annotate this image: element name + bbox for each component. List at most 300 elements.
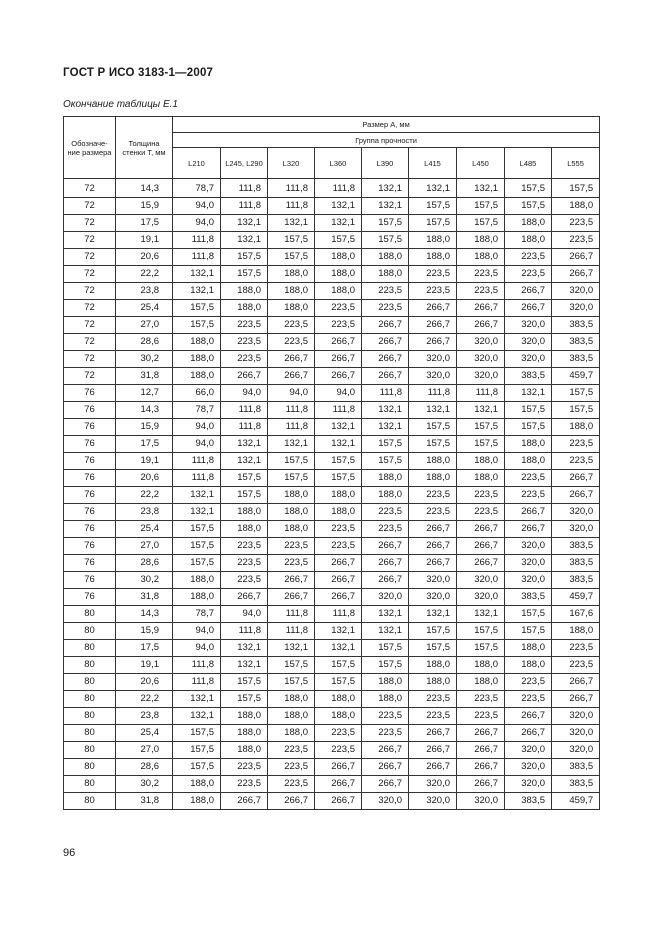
value-cell: 188,0 [268, 300, 315, 317]
value-cell: 223,5 [268, 538, 315, 555]
value-cell: 132,1 [315, 623, 362, 640]
value-cell: 157,5 [268, 453, 315, 470]
value-cell: 78,7 [173, 179, 221, 198]
value-cell: 157,5 [173, 300, 221, 317]
grade-header: L360 [315, 148, 362, 179]
value-cell: 266,7 [362, 742, 409, 759]
value-cell: 266,7 [362, 759, 409, 776]
value-cell: 157,5 [409, 215, 457, 232]
value-cell: 132,1 [221, 657, 268, 674]
value-cell: 111,8 [268, 419, 315, 436]
value-cell: 223,5 [315, 300, 362, 317]
value-cell: 188,0 [409, 470, 457, 487]
value-cell: 320,0 [552, 742, 600, 759]
grade-header: L415 [409, 148, 457, 179]
value-cell: 111,8 [268, 198, 315, 215]
value-cell: 459,7 [552, 368, 600, 385]
size-cell: 76 [64, 504, 116, 521]
table-row [64, 759, 600, 776]
table-row [64, 657, 600, 674]
value-cell: 132,1 [315, 419, 362, 436]
value-cell: 94,0 [221, 606, 268, 623]
value-cell: 157,5 [173, 742, 221, 759]
size-cell: 72 [64, 317, 116, 334]
thickness-cell: 15,9 [116, 419, 173, 436]
size-cell: 76 [64, 487, 116, 504]
value-cell: 157,5 [457, 436, 505, 453]
value-cell: 223,5 [315, 317, 362, 334]
value-cell: 132,1 [457, 606, 505, 623]
value-cell: 383,5 [552, 317, 600, 334]
table-row [64, 793, 600, 810]
value-cell: 223,5 [221, 317, 268, 334]
size-cell: 72 [64, 232, 116, 249]
value-cell: 157,5 [173, 521, 221, 538]
value-cell: 266,7 [315, 793, 362, 810]
size-cell: 72 [64, 351, 116, 368]
value-cell: 188,0 [315, 504, 362, 521]
thickness-cell: 15,9 [116, 198, 173, 215]
value-cell: 266,7 [457, 300, 505, 317]
dimension-table [63, 116, 600, 810]
value-cell: 132,1 [362, 179, 409, 198]
size-cell: 80 [64, 674, 116, 691]
value-cell: 188,0 [173, 368, 221, 385]
value-cell: 188,0 [457, 232, 505, 249]
table-row [64, 249, 600, 266]
value-cell: 132,1 [315, 436, 362, 453]
value-cell: 111,8 [221, 198, 268, 215]
table-row [64, 334, 600, 351]
value-cell: 223,5 [552, 657, 600, 674]
value-cell: 223,5 [505, 266, 552, 283]
value-cell: 188,0 [221, 521, 268, 538]
value-cell: 188,0 [409, 453, 457, 470]
value-cell: 157,5 [457, 640, 505, 657]
value-cell: 157,5 [552, 385, 600, 402]
size-cell: 80 [64, 691, 116, 708]
value-cell: 266,7 [362, 334, 409, 351]
thickness-cell: 25,4 [116, 725, 173, 742]
value-cell: 188,0 [315, 249, 362, 266]
table-row [64, 453, 600, 470]
value-cell: 188,0 [268, 487, 315, 504]
table-row [64, 266, 600, 283]
table-row [64, 232, 600, 249]
value-cell: 320,0 [552, 708, 600, 725]
value-cell: 223,5 [362, 521, 409, 538]
thickness-cell: 14,3 [116, 179, 173, 198]
table-row [64, 283, 600, 300]
value-cell: 94,0 [173, 198, 221, 215]
value-cell: 111,8 [173, 232, 221, 249]
value-cell: 266,7 [457, 538, 505, 555]
value-cell: 188,0 [315, 691, 362, 708]
thickness-cell: 28,6 [116, 759, 173, 776]
thickness-cell: 22,2 [116, 691, 173, 708]
value-cell: 66,0 [173, 385, 221, 402]
value-cell: 223,5 [457, 266, 505, 283]
thickness-cell: 30,2 [116, 776, 173, 793]
value-cell: 111,8 [315, 606, 362, 623]
value-cell: 266,7 [457, 555, 505, 572]
value-cell: 188,0 [268, 504, 315, 521]
value-cell: 132,1 [173, 708, 221, 725]
size-cell: 80 [64, 793, 116, 810]
value-cell: 266,7 [315, 555, 362, 572]
value-cell: 188,0 [362, 249, 409, 266]
value-cell: 320,0 [505, 317, 552, 334]
value-cell: 266,7 [268, 368, 315, 385]
value-cell: 223,5 [268, 742, 315, 759]
value-cell: 383,5 [505, 793, 552, 810]
thickness-cell: 23,8 [116, 504, 173, 521]
size-cell: 80 [64, 725, 116, 742]
value-cell: 132,1 [315, 640, 362, 657]
value-cell: 266,7 [409, 300, 457, 317]
value-cell: 188,0 [552, 623, 600, 640]
size-cell: 76 [64, 521, 116, 538]
value-cell: 157,5 [505, 179, 552, 198]
value-cell: 266,7 [552, 691, 600, 708]
value-cell: 223,5 [268, 317, 315, 334]
value-cell: 188,0 [268, 283, 315, 300]
value-cell: 320,0 [457, 793, 505, 810]
table-row [64, 179, 600, 198]
value-cell: 320,0 [409, 776, 457, 793]
table-row [64, 623, 600, 640]
value-cell: 266,7 [362, 776, 409, 793]
value-cell: 111,8 [173, 470, 221, 487]
value-cell: 320,0 [505, 555, 552, 572]
value-cell: 266,7 [221, 793, 268, 810]
value-cell: 157,5 [409, 640, 457, 657]
value-cell: 266,7 [362, 351, 409, 368]
value-cell: 157,5 [268, 657, 315, 674]
value-cell: 111,8 [268, 179, 315, 198]
value-cell: 188,0 [221, 300, 268, 317]
value-cell: 223,5 [505, 674, 552, 691]
value-cell: 223,5 [505, 470, 552, 487]
value-cell: 223,5 [268, 334, 315, 351]
thickness-cell: 31,8 [116, 589, 173, 606]
value-cell: 320,0 [409, 572, 457, 589]
value-cell: 383,5 [552, 776, 600, 793]
value-cell: 157,5 [268, 232, 315, 249]
value-cell: 188,0 [173, 572, 221, 589]
value-cell: 157,5 [315, 674, 362, 691]
value-cell: 157,5 [362, 436, 409, 453]
value-cell: 157,5 [457, 215, 505, 232]
value-cell: 320,0 [552, 300, 600, 317]
value-cell: 157,5 [362, 657, 409, 674]
thickness-cell: 31,8 [116, 793, 173, 810]
value-cell: 320,0 [505, 776, 552, 793]
value-cell: 132,1 [221, 215, 268, 232]
value-cell: 223,5 [221, 334, 268, 351]
value-cell: 266,7 [409, 317, 457, 334]
value-cell: 188,0 [457, 657, 505, 674]
table-row [64, 487, 600, 504]
value-cell: 223,5 [221, 351, 268, 368]
size-cell: 72 [64, 283, 116, 300]
value-cell: 157,5 [505, 402, 552, 419]
value-cell: 111,8 [173, 453, 221, 470]
value-cell: 188,0 [268, 691, 315, 708]
value-cell: 223,5 [457, 691, 505, 708]
value-cell: 266,7 [409, 538, 457, 555]
value-cell: 157,5 [505, 198, 552, 215]
value-cell: 223,5 [409, 708, 457, 725]
value-cell: 157,5 [268, 249, 315, 266]
value-cell: 78,7 [173, 606, 221, 623]
value-cell: 157,5 [268, 674, 315, 691]
table-row [64, 708, 600, 725]
value-cell: 111,8 [221, 402, 268, 419]
page-number: 96 [63, 847, 76, 859]
value-cell: 223,5 [315, 725, 362, 742]
value-cell: 320,0 [505, 351, 552, 368]
value-cell: 223,5 [221, 572, 268, 589]
table-row [64, 572, 600, 589]
size-cell: 76 [64, 453, 116, 470]
value-cell: 223,5 [362, 283, 409, 300]
value-cell: 459,7 [552, 793, 600, 810]
value-cell: 188,0 [221, 504, 268, 521]
value-cell: 223,5 [505, 249, 552, 266]
value-cell: 132,1 [362, 198, 409, 215]
value-cell: 111,8 [362, 385, 409, 402]
value-cell: 188,0 [505, 215, 552, 232]
value-cell: 157,5 [221, 674, 268, 691]
value-cell: 157,5 [315, 453, 362, 470]
value-cell: 111,8 [221, 179, 268, 198]
value-cell: 132,1 [315, 215, 362, 232]
value-cell: 266,7 [315, 776, 362, 793]
thickness-cell: 22,2 [116, 487, 173, 504]
value-cell: 320,0 [457, 351, 505, 368]
grade-header: L450 [457, 148, 505, 179]
value-cell: 223,5 [315, 521, 362, 538]
table-row [64, 521, 600, 538]
value-cell: 320,0 [362, 793, 409, 810]
value-cell: 188,0 [221, 283, 268, 300]
size-cell: 80 [64, 776, 116, 793]
size-cell: 72 [64, 249, 116, 266]
value-cell: 383,5 [552, 572, 600, 589]
value-cell: 266,7 [362, 368, 409, 385]
header-wall-thickness: Толщина стенки T, мм [116, 117, 173, 179]
size-cell: 76 [64, 555, 116, 572]
value-cell: 132,1 [457, 402, 505, 419]
value-cell: 223,5 [315, 742, 362, 759]
value-cell: 157,5 [221, 266, 268, 283]
value-cell: 188,0 [362, 470, 409, 487]
value-cell: 266,7 [221, 368, 268, 385]
grade-header: L245, L290 [221, 148, 268, 179]
thickness-cell: 23,8 [116, 283, 173, 300]
size-cell: 76 [64, 385, 116, 402]
value-cell: 188,0 [409, 232, 457, 249]
value-cell: 266,7 [362, 555, 409, 572]
value-cell: 188,0 [315, 266, 362, 283]
value-cell: 132,1 [268, 436, 315, 453]
value-cell: 157,5 [221, 249, 268, 266]
value-cell: 111,8 [221, 419, 268, 436]
size-cell: 72 [64, 215, 116, 232]
value-cell: 223,5 [362, 300, 409, 317]
value-cell: 157,5 [409, 436, 457, 453]
size-cell: 72 [64, 179, 116, 198]
value-cell: 266,7 [505, 708, 552, 725]
thickness-cell: 28,6 [116, 555, 173, 572]
document-title: ГОСТ Р ИСО 3183-1—2007 [63, 67, 214, 79]
value-cell: 188,0 [315, 283, 362, 300]
value-cell: 266,7 [505, 300, 552, 317]
value-cell: 157,5 [173, 555, 221, 572]
value-cell: 188,0 [315, 487, 362, 504]
size-cell: 80 [64, 657, 116, 674]
value-cell: 223,5 [362, 725, 409, 742]
value-cell: 223,5 [221, 555, 268, 572]
table-row [64, 742, 600, 759]
table-caption: Окончание таблицы Е.1 [63, 99, 178, 110]
table-row [64, 725, 600, 742]
value-cell: 157,5 [362, 640, 409, 657]
grade-header: L555 [552, 148, 600, 179]
value-cell: 266,7 [268, 589, 315, 606]
value-cell: 188,0 [315, 708, 362, 725]
value-cell: 223,5 [457, 487, 505, 504]
value-cell: 188,0 [457, 453, 505, 470]
value-cell: 266,7 [552, 470, 600, 487]
value-cell: 111,8 [268, 402, 315, 419]
value-cell: 157,5 [552, 402, 600, 419]
value-cell: 157,5 [315, 657, 362, 674]
value-cell: 223,5 [409, 691, 457, 708]
thickness-cell: 20,6 [116, 674, 173, 691]
value-cell: 320,0 [505, 572, 552, 589]
value-cell: 223,5 [315, 538, 362, 555]
table-row [64, 538, 600, 555]
value-cell: 266,7 [457, 759, 505, 776]
value-cell: 266,7 [409, 742, 457, 759]
value-cell: 132,1 [173, 266, 221, 283]
thickness-cell: 25,4 [116, 300, 173, 317]
value-cell: 132,1 [315, 198, 362, 215]
value-cell: 266,7 [362, 317, 409, 334]
grade-header: L210 [173, 148, 221, 179]
value-cell: 266,7 [362, 538, 409, 555]
thickness-cell: 27,0 [116, 317, 173, 334]
thickness-cell: 19,1 [116, 232, 173, 249]
value-cell: 320,0 [409, 368, 457, 385]
value-cell: 132,1 [268, 215, 315, 232]
value-cell: 320,0 [362, 589, 409, 606]
value-cell: 188,0 [268, 266, 315, 283]
grade-header: L485 [505, 148, 552, 179]
value-cell: 188,0 [552, 198, 600, 215]
thickness-cell: 14,3 [116, 402, 173, 419]
value-cell: 320,0 [552, 521, 600, 538]
thickness-cell: 17,5 [116, 436, 173, 453]
value-cell: 266,7 [552, 674, 600, 691]
size-cell: 80 [64, 606, 116, 623]
value-cell: 94,0 [173, 623, 221, 640]
value-cell: 223,5 [552, 215, 600, 232]
value-cell: 223,5 [221, 759, 268, 776]
value-cell: 223,5 [457, 708, 505, 725]
value-cell: 266,7 [505, 521, 552, 538]
size-cell: 76 [64, 572, 116, 589]
value-cell: 320,0 [552, 283, 600, 300]
value-cell: 157,5 [173, 725, 221, 742]
thickness-cell: 30,2 [116, 572, 173, 589]
value-cell: 320,0 [409, 351, 457, 368]
value-cell: 94,0 [268, 385, 315, 402]
size-cell: 80 [64, 708, 116, 725]
size-cell: 76 [64, 402, 116, 419]
value-cell: 111,8 [268, 623, 315, 640]
value-cell: 157,5 [505, 419, 552, 436]
value-cell: 188,0 [457, 249, 505, 266]
value-cell: 266,7 [552, 487, 600, 504]
thickness-cell: 17,5 [116, 640, 173, 657]
value-cell: 78,7 [173, 402, 221, 419]
value-cell: 223,5 [362, 504, 409, 521]
value-cell: 157,5 [315, 470, 362, 487]
size-cell: 72 [64, 300, 116, 317]
table-row [64, 215, 600, 232]
value-cell: 188,0 [409, 657, 457, 674]
value-cell: 132,1 [362, 419, 409, 436]
thickness-cell: 30,2 [116, 351, 173, 368]
value-cell: 132,1 [362, 623, 409, 640]
value-cell: 383,5 [552, 555, 600, 572]
thickness-cell: 14,3 [116, 606, 173, 623]
value-cell: 188,0 [362, 674, 409, 691]
value-cell: 188,0 [362, 487, 409, 504]
value-cell: 266,7 [457, 742, 505, 759]
size-cell: 80 [64, 742, 116, 759]
value-cell: 157,5 [552, 179, 600, 198]
value-cell: 266,7 [268, 793, 315, 810]
value-cell: 383,5 [505, 589, 552, 606]
thickness-cell: 19,1 [116, 453, 173, 470]
value-cell: 132,1 [221, 640, 268, 657]
value-cell: 167,6 [552, 606, 600, 623]
value-cell: 94,0 [173, 640, 221, 657]
value-cell: 223,5 [552, 436, 600, 453]
value-cell: 132,1 [221, 436, 268, 453]
value-cell: 188,0 [409, 674, 457, 691]
value-cell: 157,5 [173, 538, 221, 555]
value-cell: 188,0 [552, 419, 600, 436]
value-cell: 157,5 [409, 419, 457, 436]
value-cell: 188,0 [505, 436, 552, 453]
size-cell: 72 [64, 334, 116, 351]
table-row [64, 300, 600, 317]
value-cell: 223,5 [409, 283, 457, 300]
value-cell: 320,0 [552, 725, 600, 742]
value-cell: 188,0 [173, 793, 221, 810]
header-dimension-a: Размер A, мм [173, 117, 600, 133]
thickness-cell: 20,6 [116, 470, 173, 487]
thickness-cell: 25,4 [116, 521, 173, 538]
value-cell: 188,0 [362, 691, 409, 708]
value-cell: 223,5 [221, 776, 268, 793]
value-cell: 157,5 [505, 606, 552, 623]
